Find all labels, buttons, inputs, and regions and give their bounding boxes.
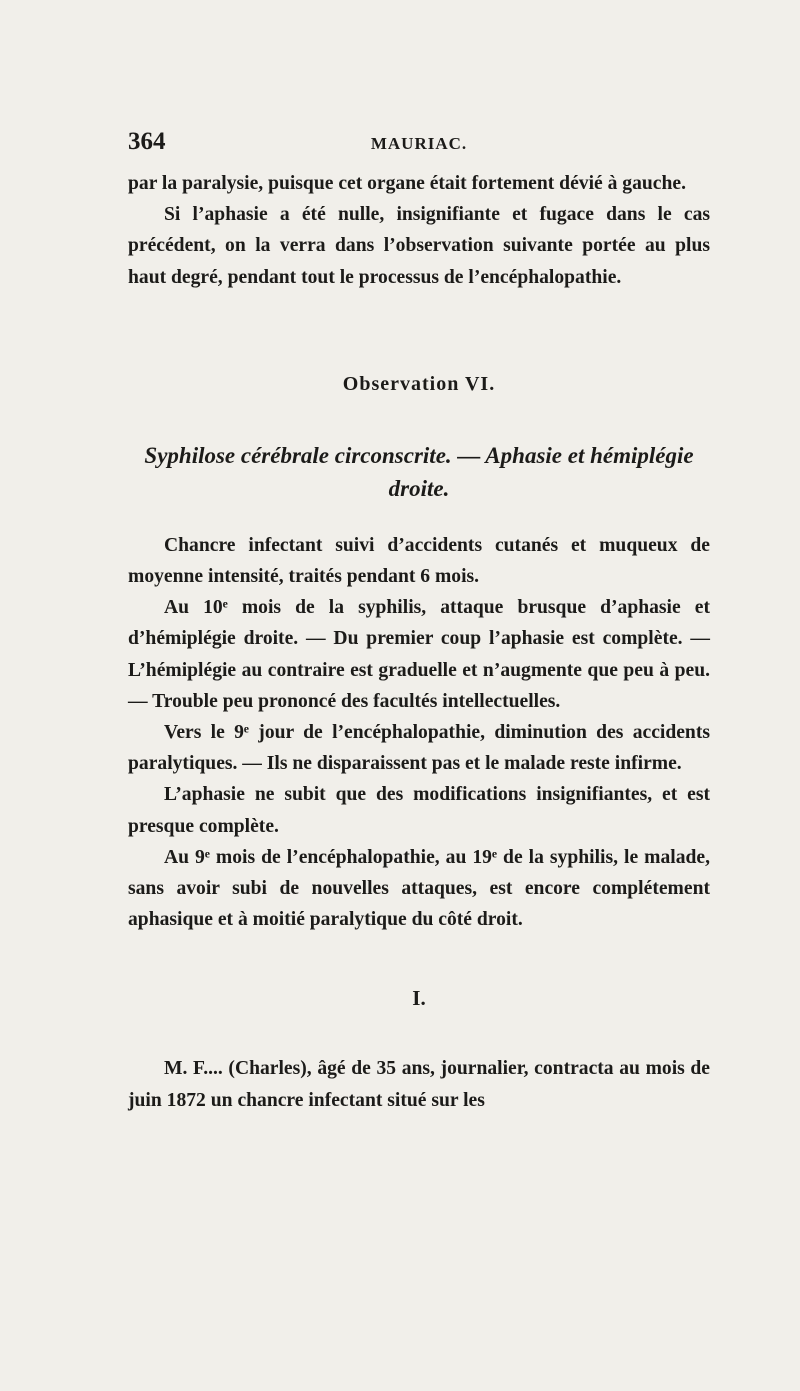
section-number: I. [412, 986, 426, 1011]
page-header [128, 128, 710, 158]
summary-paragraph: Chancre infectant suivi d’accidents cutanés et muqueux de moyenne intensité, traités pendant 6 mois. [128, 534, 710, 588]
paragraph: Si l’aphasie a été nulle, insignifiante et fugace dans le cas précédent, on la verra dans l’observation suivante portée au plus haut degré, pendant tout le processus de l’encéphalopathie. [128, 204, 710, 288]
running-head: MAURIAC. [370, 134, 468, 153]
paragraph: par la paralysie, puisque cet organe était fortement dévié à gauche. [128, 173, 686, 194]
summary-paragraph: Au 10ᵉ mois de la syphilis, attaque brusque d’aphasie et d’hémiplégie droite. — Du premier coup l’aphasie est complète. — L’hémiplégie au contraire est graduelle et n’augmente que peu à peu. — Trouble peu prononcé des facultés intellectuelles. [128, 597, 710, 712]
observation-subtitle: Syphilose cérébrale circonscrite. — Aphasie et hémiplégie droite. [144, 442, 694, 501]
body-text [128, 168, 710, 1116]
summary-paragraph: L’aphasie ne subit que des modifications insignifiantes, et est presque complète. [128, 784, 710, 837]
summary-paragraph: Vers le 9ᵉ jour de l’encéphalopathie, diminution des accidents paralytiques. — Ils ne disparaissent pas et le malade reste infirme. [128, 722, 710, 775]
summary-paragraph: Au 9ᵉ mois de l’encéphalopathie, au 19ᵉ de la syphilis, le malade, sans avoir subi de nouvelles attaques, est encore complétement aphasique et à moitié paralytique du côté droit. [128, 846, 710, 931]
observation-title: Observation VI. [342, 372, 496, 395]
page-number: 364 [128, 128, 166, 155]
case-paragraph: M. F.... (Charles), âgé de 35 ans, journalier, contracta au mois de juin 1872 un chancre infectant situé sur les [128, 1058, 710, 1111]
